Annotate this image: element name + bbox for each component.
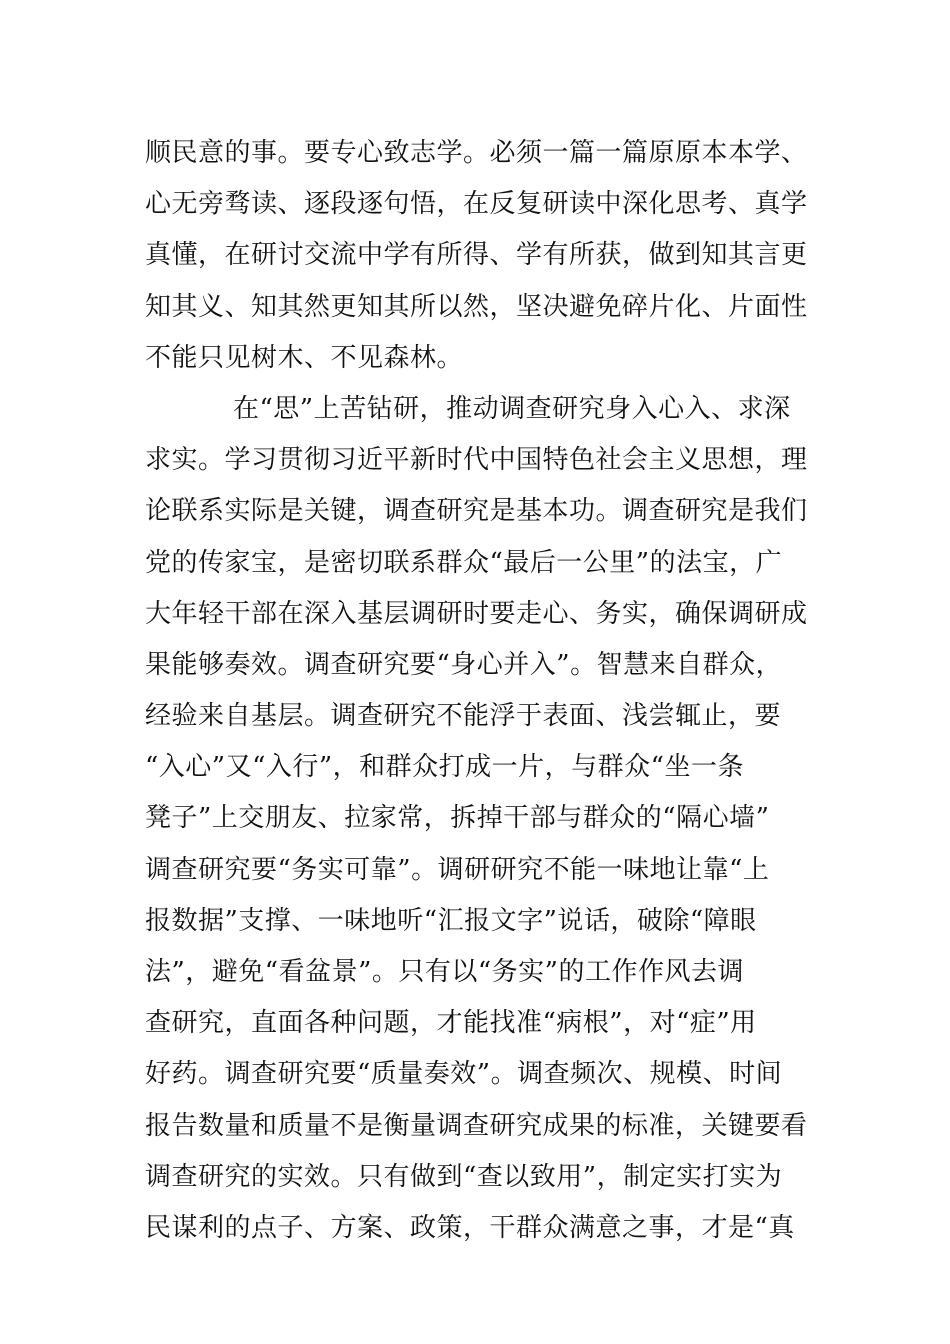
text-line: 论联系实际是关键，调查研究是基本功。调查研究是我们 — [145, 496, 808, 527]
text-line: 查研究，直面各种问题，才能找准“病根”，对“症”用 — [145, 1008, 757, 1039]
text-line: 党的传家宝，是密切联系群众“最后一公里”的法宝，广 — [145, 547, 783, 578]
text-line: 知其义、知其然更知其所以然，坚决避免碎片化、片面性 — [145, 291, 808, 322]
text-line: 好药。调查研究要“质量奏效”。调查频次、规模、时间 — [145, 1059, 783, 1090]
text-line: 调查研究的实效。只有做到“查以致用”，制定实打实为 — [145, 1161, 783, 1192]
text-line: 大年轻干部在深入基层调研时要走心、务实，确保调研成 — [145, 598, 808, 629]
text-line: 求实。学习贯彻习近平新时代中国特色社会主义思想，理 — [145, 445, 808, 476]
text-line: 调查研究要“务实可靠”。调研研究不能一味地让靠“上 — [145, 854, 770, 885]
text-line: 果能够奏效。调查研究要“身心并入”。智慧来自群众， — [145, 649, 783, 680]
paragraph-start-line: 在“思”上苦钻研，推动调查研究身入心入、求深 — [233, 393, 791, 424]
text-line: 法”，避免“看盆景”。只有以“务实”的工作作风去调 — [145, 957, 744, 987]
text-line: 民谋利的点子、方案、政策，干群众满意之事，才是“真 — [145, 1212, 795, 1243]
text-line: 心无旁骛读、逐段逐句悟，在反复研读中深化思考、真学 — [145, 189, 808, 220]
text-line: 真懂，在研讨交流中学有所得、学有所获，做到知其言更 — [145, 240, 808, 271]
text-line: 不能只见树木、不见森林。 — [145, 342, 464, 373]
text-line: 凳子”上交朋友、拉家常，拆掉干部与群众的“隔心墙” — [145, 803, 770, 834]
text-line: 经验来自基层。调查研究不能浮于表面、浅尝辄止，要 — [145, 701, 782, 732]
body-text — [145, 128, 825, 1254]
text-line: 报数据”支撑、一味地听“汇报文字”说话，破除“障眼 — [145, 905, 757, 936]
text-line: “入心”又“入行”，和群众打成一片，与群众“坐一条 — [145, 752, 744, 783]
text-line: 顺民意的事。要专心致志学。必须一篇一篇原原本本学、 — [145, 138, 808, 168]
text-line: 报告数量和质量不是衡量调查研究成果的标准，关键要看 — [145, 1110, 808, 1141]
